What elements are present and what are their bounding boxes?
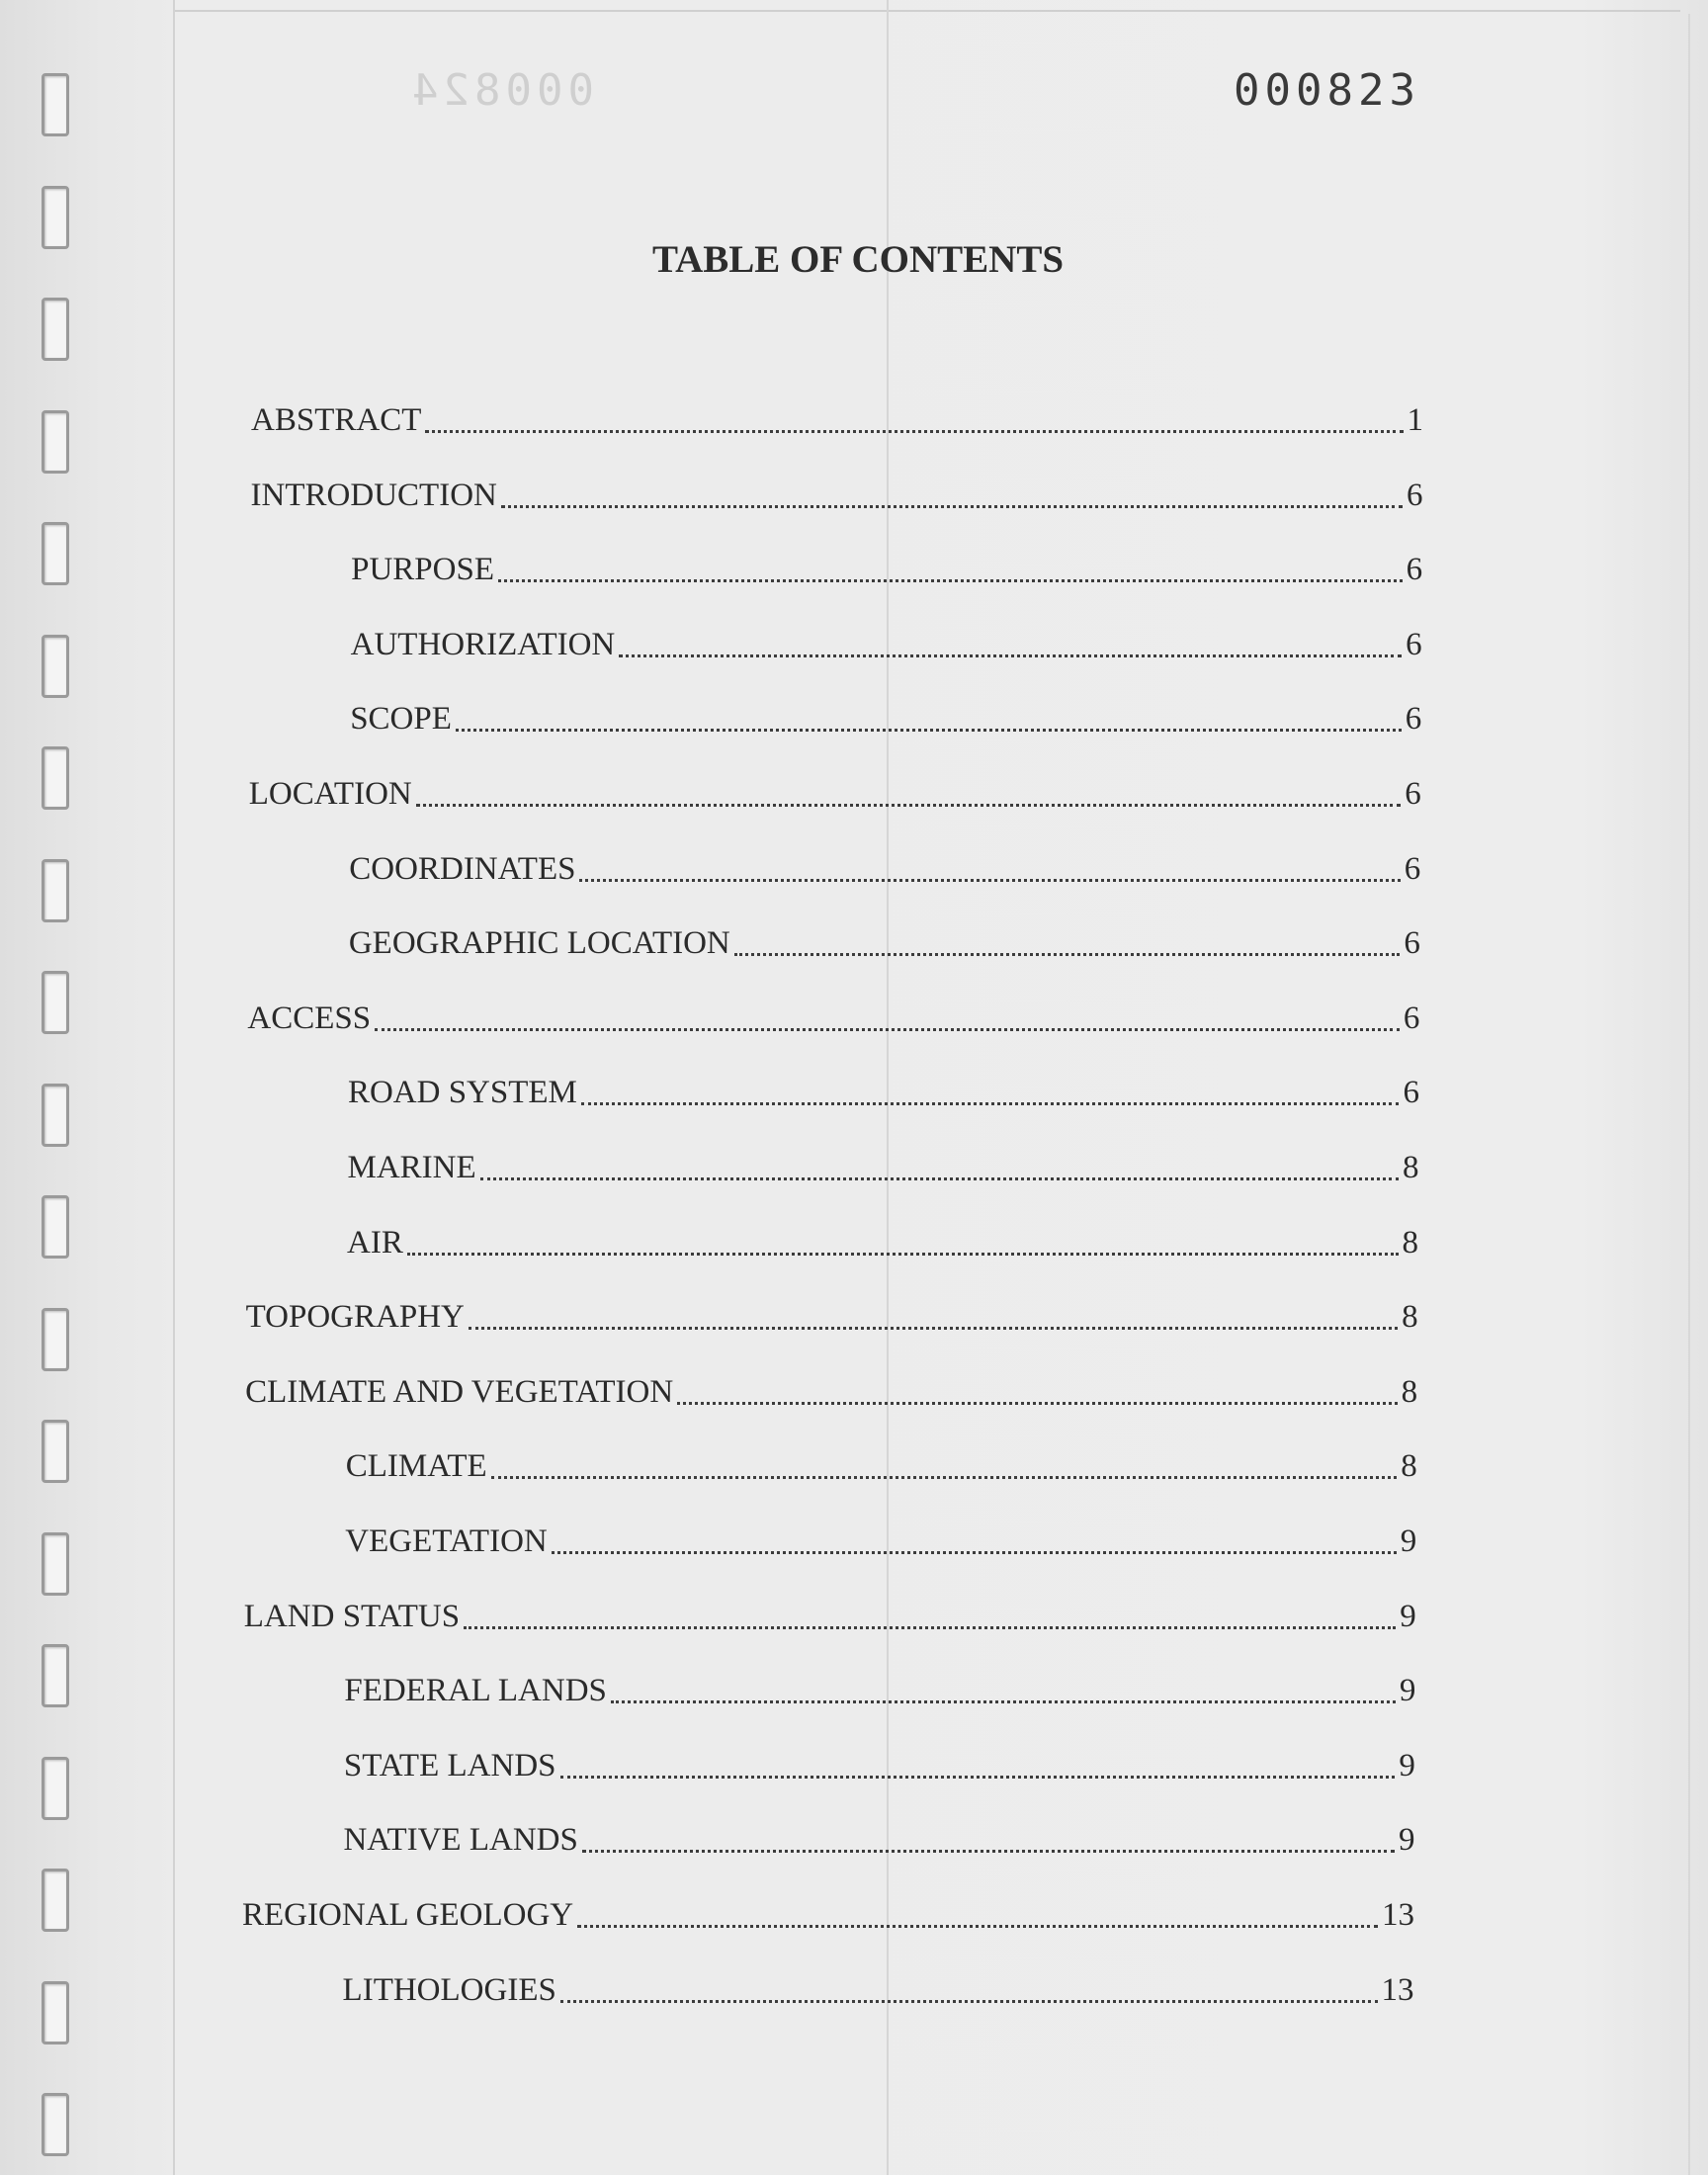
binding-hole	[42, 522, 69, 585]
binding-hole	[42, 1532, 69, 1596]
toc-entry-page: 8	[1402, 1299, 1418, 1336]
toc-entry	[343, 1813, 1414, 1857]
binding-hole	[42, 1757, 69, 1820]
dot-leader	[501, 505, 1403, 508]
toc-entry	[351, 543, 1422, 586]
dot-leader	[552, 1551, 1397, 1554]
toc-entry-page: 6	[1405, 701, 1422, 738]
dot-leader	[734, 953, 1401, 956]
toc-entry-label: LAND STATUS	[243, 1598, 461, 1634]
toc-entry	[351, 618, 1422, 661]
binding-hole	[42, 73, 69, 136]
page-title: TABLE OF CONTENTS	[651, 238, 1065, 281]
binding-hole	[42, 410, 69, 474]
toc-entry-label: CLIMATE AND VEGETATION	[245, 1373, 674, 1410]
binding-hole	[42, 1308, 69, 1371]
toc-entry-label: NATIVE LANDS	[343, 1822, 578, 1859]
toc-entry-label: ROAD SYSTEM	[347, 1075, 577, 1111]
toc-entry-label: COORDINATES	[349, 850, 576, 887]
toc-entry-page: 6	[1403, 1000, 1420, 1036]
dot-leader	[611, 1700, 1396, 1703]
toc-entry-label: MARINE	[347, 1150, 476, 1185]
toc-entry	[343, 1963, 1414, 2007]
toc-entry-page: 9	[1399, 1673, 1416, 1709]
toc-entry	[242, 1888, 1414, 1932]
toc-entry-label: PURPOSE	[351, 552, 494, 588]
page-right-edge	[1688, 14, 1690, 2175]
toc-entry-label: GEOGRAPHIC LOCATION	[348, 925, 730, 962]
toc-entry-label: SCOPE	[350, 701, 452, 738]
binding-hole	[42, 971, 69, 1034]
toc-entry-label: STATE LANDS	[343, 1747, 556, 1784]
toc-entry	[251, 393, 1423, 437]
toc-entry-page: 6	[1404, 925, 1420, 962]
toc-entry	[348, 1066, 1419, 1109]
toc-entry-label: ABSTRACT	[251, 402, 422, 438]
toc-entry-label: TOPOGRAPHY	[245, 1299, 465, 1336]
toc-entry-label: ACCESS	[247, 1000, 372, 1036]
dot-leader	[579, 879, 1400, 882]
toc-entry-page: 6	[1406, 626, 1422, 662]
binding-hole	[42, 2093, 69, 2156]
toc-entry-page: 8	[1402, 1224, 1419, 1261]
toc-entry	[345, 1515, 1416, 1558]
dot-leader	[416, 804, 1402, 807]
dot-leader	[498, 579, 1403, 582]
toc-entry-label: VEGETATION	[345, 1523, 548, 1559]
bates-number: 000823	[1234, 65, 1420, 116]
dot-leader	[469, 1327, 1398, 1330]
toc-entry	[349, 916, 1420, 960]
toc-entry	[347, 1216, 1418, 1260]
binding-hole	[42, 1981, 69, 2044]
toc-entry	[245, 1365, 1417, 1409]
toc-entry	[247, 992, 1419, 1035]
dot-leader	[491, 1476, 1398, 1479]
bleed-through-number: 000824	[407, 65, 594, 116]
toc-entry-page: 9	[1400, 1598, 1416, 1634]
toc-entry	[348, 1141, 1419, 1184]
toc-entry	[246, 1290, 1418, 1334]
toc-entry-page: 8	[1401, 1373, 1418, 1410]
binding-hole	[42, 1420, 69, 1483]
dot-leader	[619, 654, 1402, 657]
binding-strip	[0, 0, 175, 2175]
toc-entry	[249, 767, 1421, 811]
toc-entry	[251, 469, 1423, 512]
binding-hole	[42, 298, 69, 361]
toc-entry-label: LITHOLOGIES	[342, 1971, 556, 2008]
binding-hole	[42, 859, 69, 922]
toc-entry-page: 13	[1381, 1971, 1414, 2008]
toc-entry-page: 6	[1403, 1075, 1419, 1111]
toc-entry	[344, 1739, 1415, 1783]
toc-entry-page: 13	[1382, 1897, 1414, 1933]
toc-entry-label: AUTHORIZATION	[350, 626, 616, 662]
toc-entry-page: 6	[1406, 552, 1423, 588]
toc-entry	[350, 692, 1421, 736]
binding-hole	[42, 1644, 69, 1707]
dot-leader	[480, 1177, 1399, 1180]
toc-entry-page: 8	[1401, 1448, 1417, 1485]
binding-hole	[42, 1195, 69, 1259]
dot-leader	[456, 729, 1402, 732]
page-top-edge	[59, 10, 1680, 12]
dot-leader	[677, 1402, 1397, 1405]
toc-entry	[344, 1664, 1415, 1707]
dot-leader	[464, 1626, 1396, 1629]
toc-entry-page: 1	[1407, 402, 1423, 438]
toc-entry-page: 9	[1398, 1822, 1415, 1859]
dot-leader	[581, 1102, 1400, 1105]
binding-hole	[42, 1869, 69, 1932]
toc-entry	[349, 842, 1420, 886]
toc-entry	[346, 1439, 1417, 1483]
toc-entry-page: 6	[1407, 477, 1423, 513]
dot-leader	[407, 1253, 1399, 1256]
binding-hole	[42, 635, 69, 698]
toc-entry-page: 8	[1403, 1150, 1419, 1185]
toc-entry-page: 9	[1399, 1747, 1415, 1784]
dot-leader	[425, 430, 1403, 433]
toc-entry	[244, 1590, 1416, 1633]
toc-entry-label: LOCATION	[248, 776, 412, 812]
dot-leader	[375, 1028, 1400, 1031]
toc-entry-page: 9	[1400, 1523, 1417, 1559]
binding-hole	[42, 1084, 69, 1147]
dot-leader	[560, 2000, 1378, 2003]
toc-entry-label: INTRODUCTION	[250, 477, 497, 513]
binding-hole	[42, 746, 69, 810]
dot-leader	[577, 1925, 1378, 1928]
toc-entry-label: CLIMATE	[345, 1448, 487, 1485]
toc-entry-page: 6	[1404, 850, 1421, 887]
dot-leader	[560, 1776, 1396, 1779]
toc-entry-label: FEDERAL LANDS	[344, 1673, 607, 1709]
toc-entry-label: AIR	[347, 1224, 403, 1261]
toc-entry-page: 6	[1405, 776, 1421, 812]
dot-leader	[582, 1850, 1395, 1853]
toc-entry-label: REGIONAL GEOLOGY	[242, 1897, 574, 1933]
